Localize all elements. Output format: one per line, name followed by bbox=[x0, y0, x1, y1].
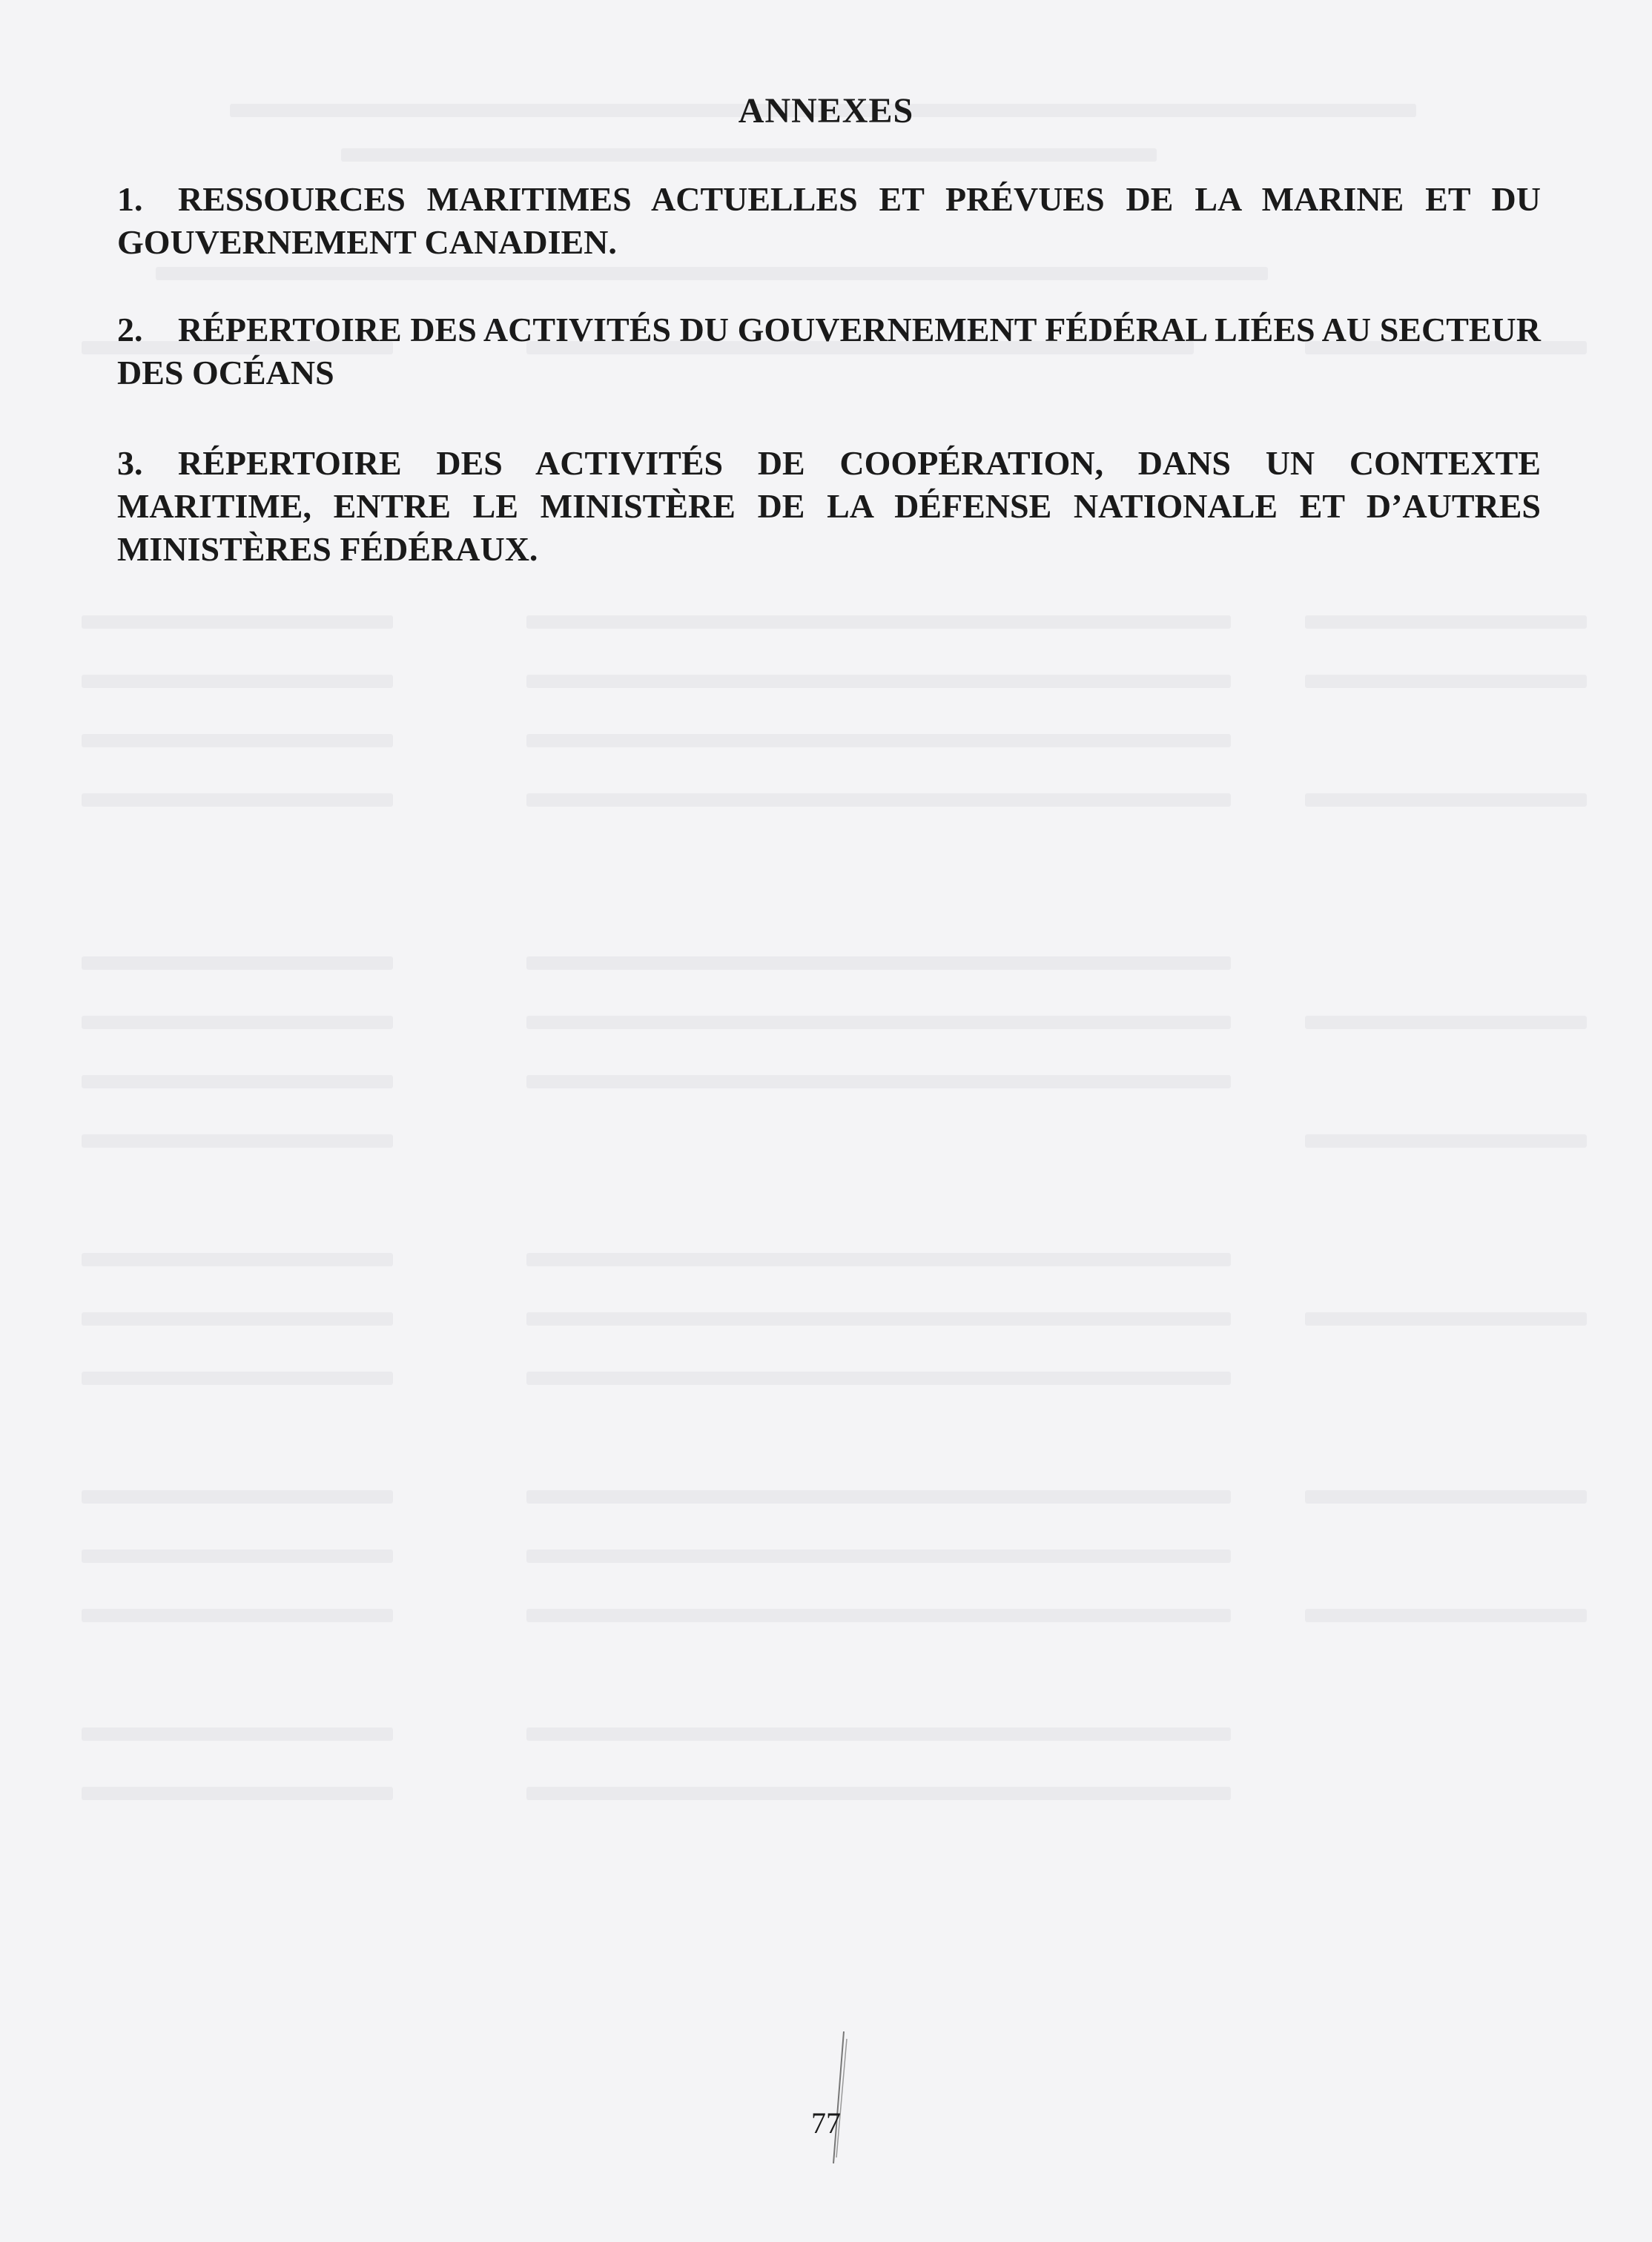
page-number: 77 bbox=[811, 2106, 841, 2140]
pen-stroke-mark bbox=[829, 2031, 850, 2165]
annex-item-text: RESSOURCES MARITIMES ACTUELLES ET PRÉVUES DE LA MARINE ET DU GOUVERNEMENT CANADIEN. bbox=[117, 180, 1541, 261]
annex-item-text: RÉPERTOIRE DES ACTIVITÉS DU GOUVERNEMENT FÉDÉRAL LIÉES AU SECTEUR DES OCÉANS bbox=[117, 311, 1541, 391]
annex-item-number: 3. bbox=[117, 444, 143, 482]
annex-item-1 bbox=[117, 178, 1541, 264]
annex-item-2 bbox=[117, 308, 1541, 394]
annex-item-number: 2. bbox=[117, 311, 143, 348]
annexes-heading: ANNEXES bbox=[738, 91, 914, 130]
annex-item-text: RÉPERTOIRE DES ACTIVITÉS DE COOPÉRATION, DANS UN CONTEXTE MARITIME, ENTRE LE MINISTÈRE DE LA DÉFENSE NATIONALE ET D’AUTRES MINISTÈRES FÉDÉRAUX. bbox=[117, 444, 1541, 568]
annex-item-number: 1. bbox=[117, 180, 143, 218]
annex-item-3 bbox=[117, 442, 1541, 571]
